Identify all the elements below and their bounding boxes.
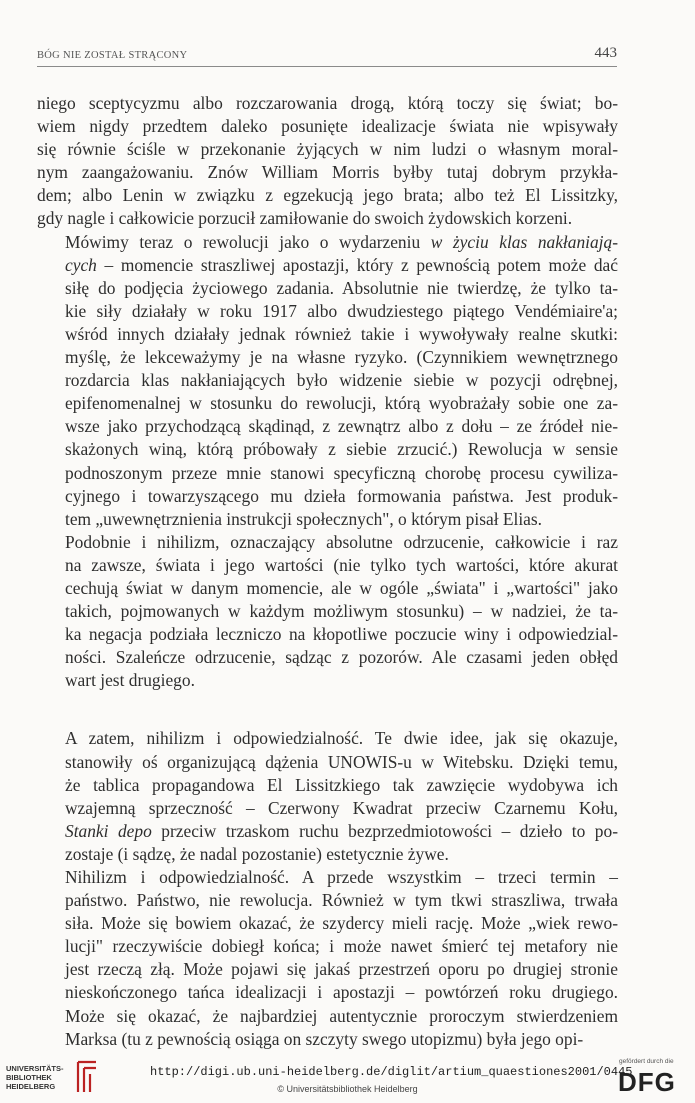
body-text <box>37 92 618 1051</box>
text-line: siłę do podjęcia życiowego zadania. Absolutnie nie twierdzę, że tylko ta- <box>65 277 618 298</box>
text-line: Stanki depo przeciw trzaskom ruchu bezprzedmiotowości – dzieło to po- <box>65 820 618 841</box>
library-name-line: HEIDELBERG <box>6 1082 56 1091</box>
text-line: cych – momencie straszliwej apostazji, który z pewnością potem może dać <box>65 254 618 275</box>
text-line: cyjnego i towarzyszącego mu dzieła formowania państwa. Jest produk- <box>65 485 618 506</box>
dfg-logo: DFG <box>618 1067 676 1097</box>
text-line: gdy nagle i całkowicie porzucił zamiłowanie do swoich żydowskich korzeni. <box>37 208 573 229</box>
page-footer <box>0 1055 695 1103</box>
text-line: że tablica propagandowa El Lissitzkiego tak zawzięcie wydobywa ich <box>65 774 618 795</box>
text-line: Marksa (tu z pewnością osiąga on szczyty swego utopizmu) była jego opi- <box>65 1028 584 1049</box>
text-line: Mówimy teraz o rewolucji jako o wydarzeniu w życiu klas nakłaniają- <box>65 231 618 252</box>
text-line: nym zaangażowaniu. Znów William Morris byłby tutaj dobrym przykła- <box>37 162 618 183</box>
text-line: wsze jako przychodzącą skądinąd, z zewnątrz albo z dołu – ze źródeł nie- <box>65 416 618 437</box>
text-line: wart jest drugiego. <box>65 670 195 691</box>
library-name-line: BIBLIOTHEK <box>6 1073 52 1082</box>
paragraph <box>37 531 618 693</box>
text-line: podnoszonym przeze mnie stanowi specyficzną chorobę procesu cywiliza- <box>65 462 618 483</box>
text-line: takich, pojmowanych w każdym możliwym stosunku) – w nadziei, że ta- <box>65 601 618 622</box>
paragraph <box>37 231 618 531</box>
text-line: państwo. Państwo, nie rewolucja. Również w tym tkwi straszliwa, trwała <box>65 890 618 911</box>
text-line: stanowiły oś organizującą dążenia UNOWIS-u w Witebsku. Dzięki temu, <box>65 751 618 772</box>
page-header <box>37 45 617 67</box>
text-line: nieskończonego tańca idealizacji i apostazji – powtórzeń roku drugiego. <box>65 982 618 1003</box>
text-line: epifenomenalnej w stosunku do rewolucji, którą wyobrażały sobie one za- <box>65 393 618 414</box>
text-line: się równie ściśle w przekonanie żyjących w nim ludzi o własnym moral- <box>37 139 618 160</box>
library-name-line: UNIVERSITÄTS- <box>6 1064 64 1073</box>
text-line: na zawsze, świata i jego wartości (nie tylko tych wartości, które akurat <box>65 554 618 575</box>
text-line: wzajemną sprzeczność – Czerwony Kwadrat przeciw Czarnemu Kołu, <box>65 797 618 818</box>
paragraph <box>37 92 618 231</box>
text-line: Może się okazać, że najbardziej autentycznie proroczym stwierdzeniem <box>65 1005 618 1026</box>
text-line: kie siły działały w roku 1917 albo dwudziestego piątego Vendémiaire'a; <box>65 300 618 321</box>
text-line: tem „uwewnętrznienia instrukcji społecznych", o którym pisał Elias. <box>65 508 542 529</box>
text-line: siła. Może się bowiem okazać, że szydercy mieli rację. Może „wiek rewo- <box>65 913 618 934</box>
paragraph <box>37 727 618 866</box>
text-line: A zatem, nihilizm i odpowiedzialność. Te dwie idee, jak się okazuje, <box>65 728 618 749</box>
page-number: 443 <box>594 45 617 61</box>
text-line: myślę, że lekceważymy je na własne ryzyko. (Czynnikiem wewnętrznego <box>65 347 618 368</box>
text-line: ności. Szaleńcze odrzucenie, sądząc z pozorów. Ale czasami jeden obłęd <box>65 647 618 668</box>
text-line: Nihilizm i odpowiedzialność. A przede wszystkim – trzeci termin – <box>65 867 618 887</box>
text-line: wśród innych działały jednak również takie i wywoływały realne skutki: <box>65 323 618 344</box>
text-line: Podobnie i nihilizm, oznaczający absolutne odrzucenie, całkowicie i raz <box>65 531 618 552</box>
text-line: ka negacja podziała leczniczo na kłopotliwe poczucie winy i odpowiedzial- <box>65 624 618 645</box>
running-head: BÓG NIE ZOSTAŁ STRĄCONY <box>37 50 188 61</box>
text-line: rozdarcia klas nakłaniających było widzenie siebie w pozycji odrębnej, <box>65 370 618 391</box>
copyright-notice: © Universitätsbibliothek Heidelberg <box>277 1084 418 1094</box>
text-line: niego sceptycyzmu albo rozczarowania drogą, którą toczy się świat; bo- <box>37 93 618 113</box>
text-line: dem; albo Lenin w związku z egzekucją jego brata; albo też El Lissitzky, <box>37 185 618 206</box>
paragraph <box>37 866 618 1051</box>
source-url-link[interactable]: http://digi.ub.uni-heidelberg.de/diglit/artium_quaestiones2001/0445 <box>150 1065 633 1079</box>
text-line: wiem nigdy przedtem daleko posunięte idealizacje świata nie wpisywały <box>37 116 618 137</box>
text-line: lucji" rzeczywiście dobiegł końca; i może nawet śmierć tej metafory nie <box>65 936 618 957</box>
text-line: skażonych winą, którą próbowały z siebie zrzucić.) Rewolucja w sensie <box>65 439 618 460</box>
text-line: jest rzeczą złą. Może pojawi się jakaś przestrzeń oporu po drugiej stronie <box>65 959 618 980</box>
text-line: zostaje (i sądzę, że nadal pozostanie) estetycznie żywe. <box>65 843 449 864</box>
text-line: cechują świat w danym momencie, ale w ogóle „świata" i „wartości" jako <box>65 577 618 598</box>
funding-note: gefördert durch die <box>619 1058 674 1065</box>
